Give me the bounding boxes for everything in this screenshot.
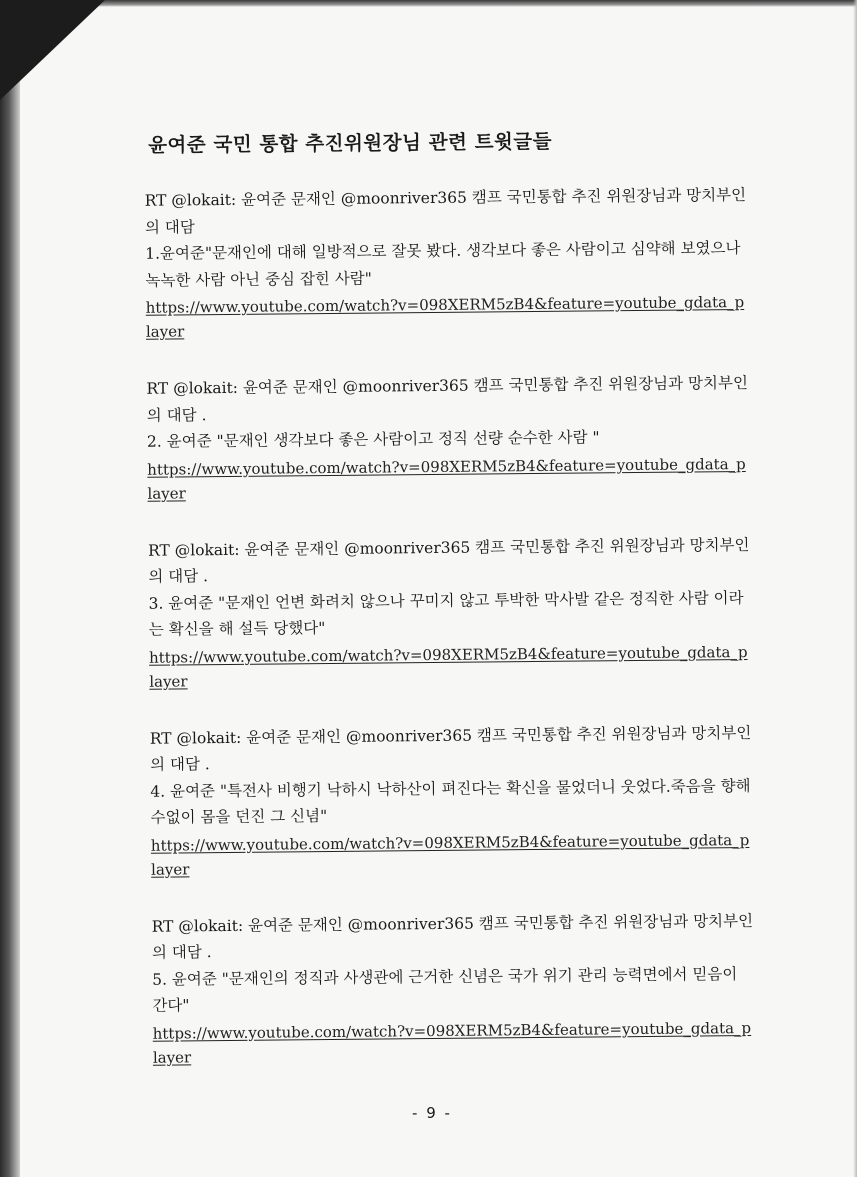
document-title: 윤여준 국민 통합 추진위원장님 관련 트윗글들	[148, 129, 553, 157]
tweet-link[interactable]: https://www.youtube.com/watch?v=098XERM5zB4&feature=youtube_gdata_player	[148, 642, 748, 691]
tweet-quote: 3. 윤여준 "문재인 언변 화려치 않으나 꾸미지 않고 투박한 막사발 같은 정직한 사람 이라는 확신을 해 설득 당했다"	[148, 588, 744, 639]
tweet-header: RT @lokait: 윤여준 문재인 @moonriver365 캠프 국민통합 추진 위원장님과 망치부인의 대담 .	[147, 535, 750, 586]
tweet-quote: 5. 윤여준 "문재인의 정직과 사생관에 근거한 신념은 국가 위기 관리 능력면에서 믿음이 간다"	[152, 964, 738, 1015]
tweet-quote: 1.윤여준"문재인에 대해 일방적으로 잘못 봤다. 생각보다 좋은 사람이고 심약해 보였으나 녹녹한 사람 아닌 중심 잡힌 사람"	[145, 239, 741, 290]
tweet-header: RT @lokait: 윤여준 문재인 @moonriver365 캠프 국민통합 추진 위원장님과 망치부인의 대담 .	[151, 911, 754, 962]
tweet-quote: 4. 윤여준 "특전사 비행기 낙하시 낙하산이 펴진다는 확신을 물었더니 웃었다.죽음을 향해 수없이 몸을 던진 그 신념"	[150, 776, 751, 827]
tweet-link[interactable]: https://www.youtube.com/watch?v=098XERM5zB4&feature=youtube_gdata_player	[145, 292, 745, 341]
tweet-link[interactable]: https://www.youtube.com/watch?v=098XERM5zB4&feature=youtube_gdata_player	[150, 830, 750, 879]
scan-folded-corner	[0, 0, 105, 100]
tweet-1	[145, 182, 750, 344]
tweet-header: RT @lokait: 윤여준 문재인 @moonriver365 캠프 국민통합 추진 위원장님과 망치부인의 대담	[144, 185, 747, 237]
tweet-4	[150, 719, 755, 881]
tweet-header: RT @lokait: 윤여준 문재인 @moonriver365 캠프 국민통합 추진 위원장님과 망치부인의 대담 .	[146, 373, 748, 425]
tweet-3	[148, 531, 753, 693]
scan-shadow-right	[853, 0, 857, 1177]
tweet-link[interactable]: https://www.youtube.com/watch?v=098XERM5zB4&feature=youtube_gdata_player	[147, 454, 746, 503]
tweet-quote: 2. 윤여준 "문재인 생각보다 좋은 사람이고 정직 선량 순수한 사람 "	[146, 428, 600, 451]
document-page	[118, 124, 757, 1102]
tweet-link[interactable]: https://www.youtube.com/watch?v=098XERM5zB4&feature=youtube_gdata_player	[152, 1018, 752, 1067]
tweet-header: RT @lokait: 윤여준 문재인 @moonriver365 캠프 국민통합 추진 위원장님과 망치부인의 대담 .	[149, 723, 752, 774]
scan-shadow-top	[0, 0, 857, 7]
page-number: - 9 -	[412, 1104, 452, 1122]
tweet-5	[152, 907, 757, 1069]
scan-shadow-left	[0, 0, 20, 1177]
tweet-2	[146, 370, 751, 505]
